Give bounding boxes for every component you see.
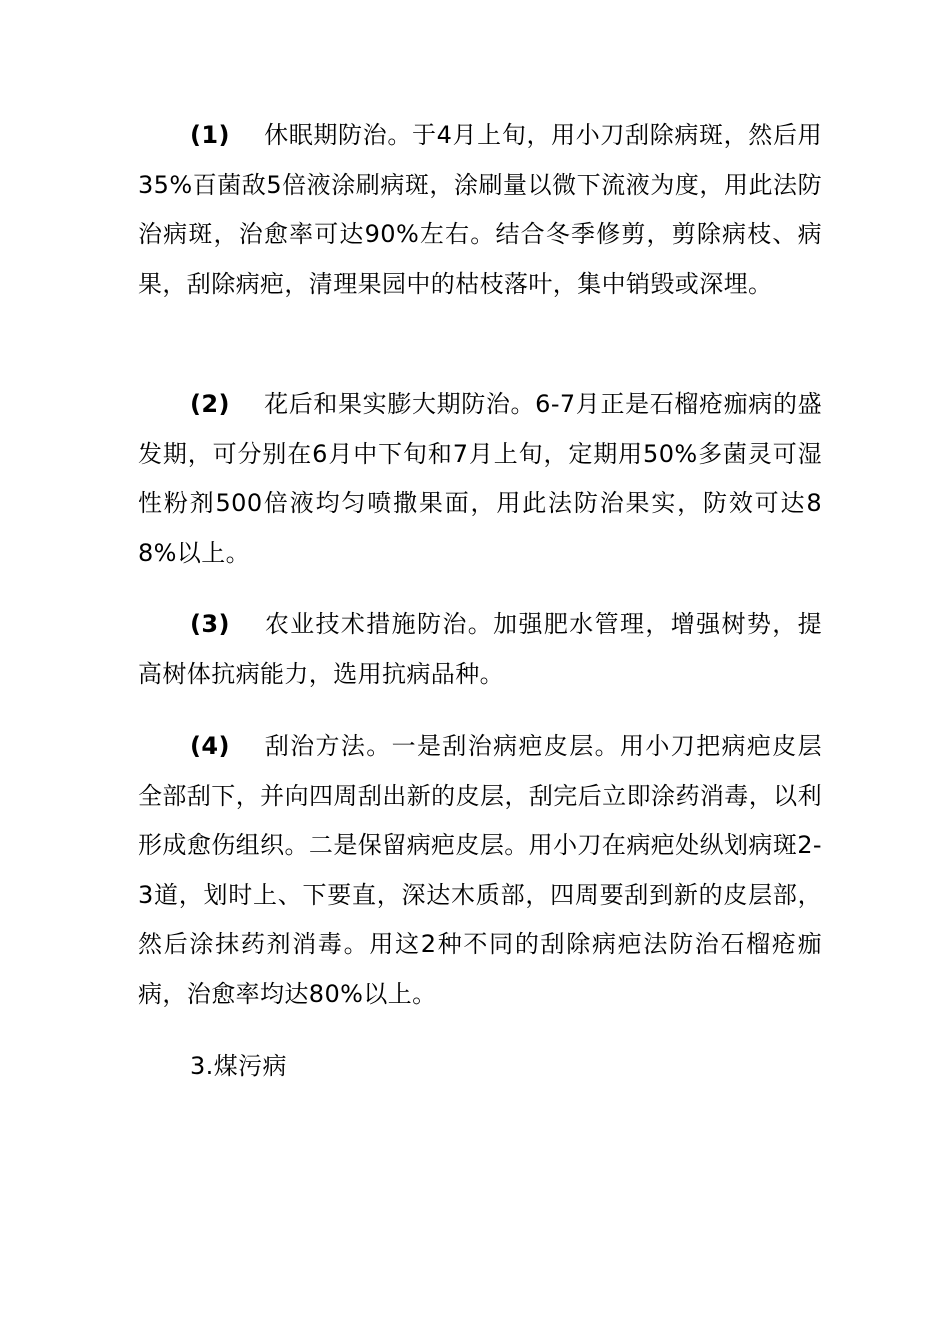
paragraph-3-text: 农业技术措施防治。加强肥水管理，增强树势，提高树体抗病能力，选用抗病品种。 bbox=[138, 610, 822, 688]
paragraph-4 bbox=[138, 722, 822, 1019]
paragraph-4-number: (4) bbox=[190, 732, 230, 760]
paragraph-3 bbox=[138, 600, 822, 699]
paragraph-3-number: (3) bbox=[190, 610, 230, 638]
paragraph-1-number: (1) bbox=[190, 121, 230, 149]
paragraph-1-text: 休眠期防治。于4月上旬，用小刀刮除病斑，然后用35%百菌敌5倍液涂刷病斑，涂刷量以微下流液为度，用此法防治病斑，治愈率可达90%左右。结合冬季修剪，剪除病枝、病果，刮除病疤，清理果园中的枯枝落叶，集中销毁或深埋。 bbox=[138, 121, 822, 298]
paragraph-4-text: 刮治方法。一是刮治病疤皮层。用小刀把病疤皮层全部刮下，并向四周刮出新的皮层，刮完后立即涂药消毒，以利形成愈伤组织。二是保留病疤皮层。用小刀在病疤处纵划病斑2-3道，划时上、下要直，深达木质部，四周要刮到新的皮层部，然后涂抹药剂消毒。用这2种不同的刮除病疤法防治石榴疮痂病，治愈率均达80%以上。 bbox=[138, 732, 822, 1008]
paragraph-2-text: 花后和果实膨大期防治。6-7月正是石榴疮痂病的盛发期，可分别在6月中下旬和7月上旬，定期用50%多菌灵可湿性粉剂500倍液均匀喷撒果面，用此法防治果实，防效可达88%以上。 bbox=[138, 390, 822, 567]
section-heading: 3.煤污病 bbox=[190, 1052, 287, 1080]
paragraph-2-number: (2) bbox=[190, 390, 230, 418]
paragraph-2 bbox=[138, 380, 822, 578]
paragraph-1 bbox=[138, 111, 822, 309]
